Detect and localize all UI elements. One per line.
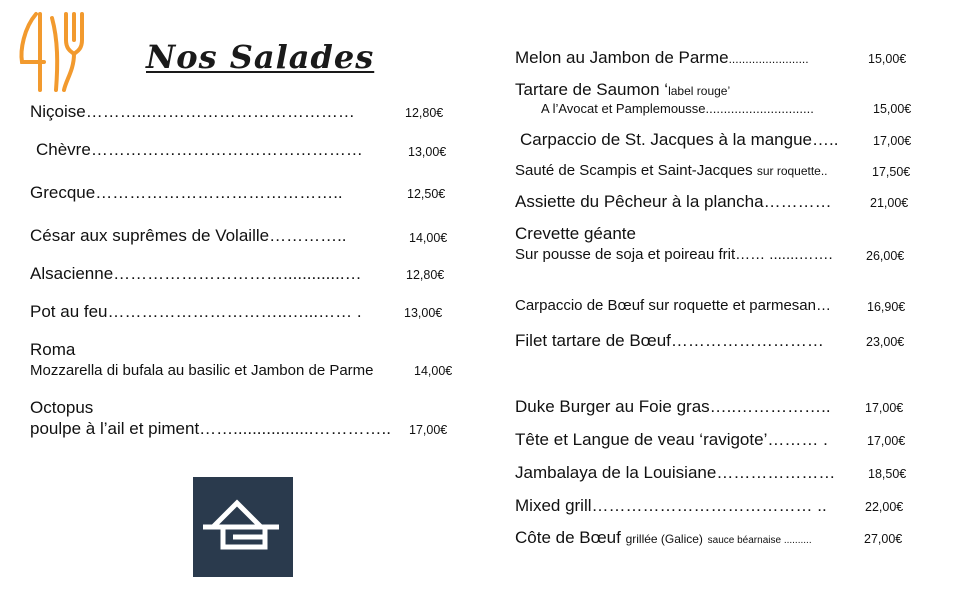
menu-item: Mixed grill………………………………… .. [515, 496, 827, 515]
item-description: A l’Avocat et Pamplemousse.............................. [541, 101, 814, 116]
price: 17,00€ [873, 134, 912, 148]
menu-item: Carpaccio de St. Jacques à la mangue….. [520, 130, 839, 149]
item-description: Sur pousse de soja et poireau frit…… .......……. [515, 246, 833, 263]
menu-item: Sauté de Scampis et Saint-Jacques sur roquette.. [515, 162, 828, 179]
price: 17,00€ [865, 401, 904, 415]
fork-knife-logo-icon [14, 10, 90, 94]
menu-item-chevre: Chèvre………………………………………… [36, 140, 363, 159]
menu-item-cesar: César aux suprêmes de Volaille………….. [30, 226, 347, 245]
price: 12,80€ [405, 106, 444, 120]
price: 26,00€ [866, 249, 905, 263]
price: 22,00€ [865, 500, 904, 514]
price: 12,80€ [406, 268, 445, 282]
price: 21,00€ [870, 196, 909, 210]
item-description: Mozzarella di bufala au basilic et Jambon de Parme [30, 362, 374, 379]
menu-item-pot-au-feu: Pot au feu…………………………..…...…… . [30, 302, 362, 321]
price: 13,00€ [404, 306, 443, 320]
menu-item-grecque: Grecque…………………………………….. [30, 183, 343, 202]
price: 27,00€ [864, 532, 903, 546]
menu-item: Tête et Langue de veau ‘ravigote’……… . [515, 430, 828, 449]
item-description: poulpe à l’ail et piment…….................………….. [30, 419, 391, 438]
price: 17,00€ [409, 423, 448, 437]
price: 12,50€ [407, 187, 446, 201]
menu-item: Filet tartare de Bœuf……………………… [515, 331, 824, 350]
price: 15,00€ [868, 52, 907, 66]
menu-item: Crevette géante [515, 224, 636, 243]
menu-item-alsacienne: Alsacienne………………………….............… [30, 264, 362, 283]
menu-item-octopus: Octopus [30, 398, 94, 417]
menu-item: Côte de Bœuf grillée (Galice) sauce béarnaise .......... [515, 528, 812, 547]
menu-item: Melon au Jambon de Parme........................ [515, 48, 809, 67]
price: 14,00€ [414, 364, 453, 378]
price: 14,00€ [409, 231, 448, 245]
menu-item: Jambalaya de la Louisiane………………… [515, 463, 836, 482]
price: 13,00€ [408, 145, 447, 159]
price: 23,00€ [866, 335, 905, 349]
page-title: Nos Salades [146, 38, 375, 76]
price: 16,90€ [867, 300, 906, 314]
menu-item: Carpaccio de Bœuf sur roquette et parmesan… [515, 297, 831, 314]
menu-item: Duke Burger au Foie gras…..…………….. [515, 397, 831, 416]
price: 17,50€ [872, 165, 911, 179]
price: 18,50€ [868, 467, 907, 481]
price: 17,00€ [867, 434, 906, 448]
house-logo-icon [193, 477, 293, 577]
menu-item-roma: Roma [30, 340, 76, 359]
menu-item: Tartare de Saumon ‘label rouge’ [515, 80, 731, 99]
price: 15,00€ [873, 102, 912, 116]
menu-item-nicoise: Niçoise………...……………………………… [30, 102, 355, 121]
menu-item: Assiette du Pêcheur à la plancha………… [515, 192, 832, 211]
